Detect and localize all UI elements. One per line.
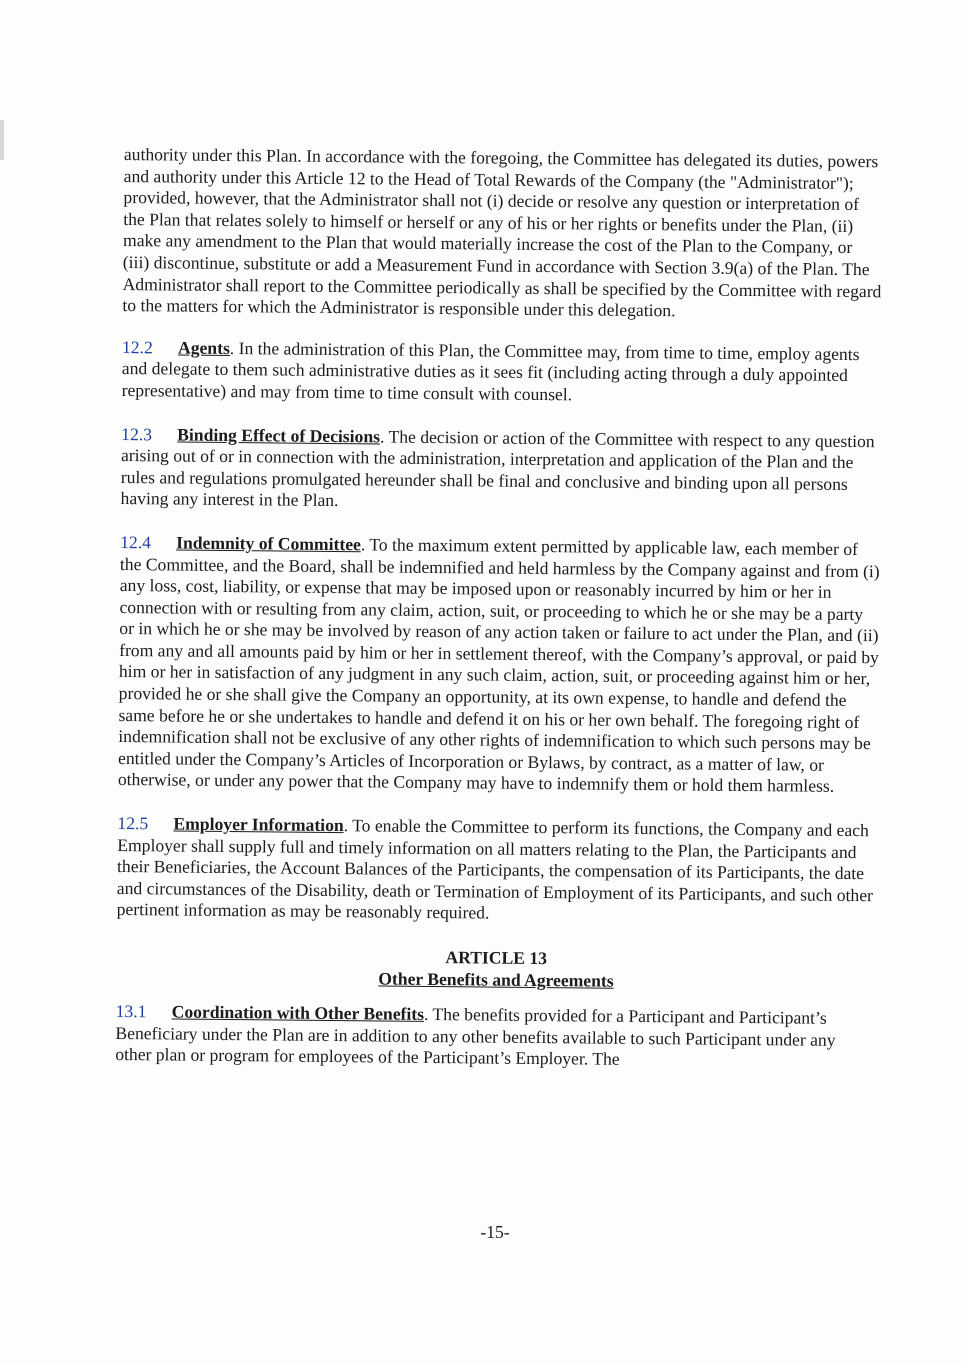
page-number: -15- bbox=[480, 1222, 510, 1242]
scan-edge-mark bbox=[0, 120, 4, 160]
article-subheading: Other Benefits and Agreements bbox=[378, 968, 614, 991]
section-13-1 bbox=[115, 1001, 876, 1073]
section-title: Binding Effect of Decisions bbox=[177, 424, 381, 447]
section-12-4 bbox=[118, 532, 880, 798]
section-number: 12.2 bbox=[121, 336, 153, 358]
section-number: 12.4 bbox=[120, 531, 152, 553]
section-title: Indemnity of Committee bbox=[176, 532, 361, 555]
section-12-2 bbox=[122, 337, 883, 409]
section-number: 13.1 bbox=[115, 1000, 147, 1022]
document-body bbox=[115, 144, 884, 1095]
section-text: . To the maximum extent permitted by applicable law, each member of the Committee, and the Board, shall be indemnified and held harmless by the Company against and from (i) any loss, cost, liability, or expense that may be imposed upon or reasonably incurred by him or her in connection with or resulting from any claim, action, suit, or proceeding to which he or she may be a party or in which he or she may be involved by reason of any action taken or failure to act under the Plan, and (ii) from any and all amounts paid by him or her in settlement thereof, with the Company’s approval, or paid by him or her in satisfaction of any judgment in any such claim, action, suit, or proceeding against him or her, provided he or she shall give the Company an opportunity, at its own expense, to handle and defend the same before he or she undertakes to handle and defend it on his or her own behalf. The foregoing right of indemnification shall not be exclusive of any other rights of indemnification to which such persons may be entitled under the Company’s Articles of Incorporation or Bylaws, by contract, as a matter of law, or otherwise, or under any power that the Company may have to indemnify them or hold them harmless. bbox=[117, 534, 880, 797]
section-title: Coordination with Other Benefits bbox=[171, 1001, 425, 1024]
section-text: . The decision or action of the Committee with respect to any question arising out of or in connection with the administration, interpretation and application of the Plan and the rules and regulations promulgated hereunder shall be final and conclusive and binding upon all persons having any interest in the Plan. bbox=[120, 426, 875, 511]
section-number: 12.5 bbox=[117, 813, 149, 834]
section-12-5 bbox=[117, 813, 878, 928]
intro-paragraph: authority under this Plan. In accordance with the foregoing, the Committee has delegated its duties, powers and authority under this Article 12 to the Head of Total Rewards of the Company (the "Administrator"); provided, however, that the Administrator shall not (i) decide or resolve any question or interpretation of the Plan that relates solely to himself or herself or any of his or her rights or benefits under the Plan, (ii) make any amendment to the Plan that would materially increase the cost of the Plan to the Company, or (iii) discontinue, substitute or add a Measurement Fund in accordance with Section 3.9(a) of the Plan. The Administrator shall report to the Committee periodically as shall be specified by the Committee with regard to the matters for which the Administrator is responsible under this delegation. bbox=[122, 144, 882, 321]
section-text: . The benefits provided for a Participant and Participant’s Beneficiary under the Plan are in addition to any other benefits available to such Participant under any other plan or program for employees of the Participant’s Employer. The bbox=[115, 1003, 836, 1069]
section-12-3 bbox=[120, 424, 881, 518]
section-number: 12.3 bbox=[121, 423, 153, 444]
section-text: . In the administration of this Plan, the Committee may, from time to time, employ agents and delegate to them such administrative duties as it sees fit (including acting through a duly appointed representative) and may from time to time consult with counsel. bbox=[121, 337, 860, 405]
section-title: Agents bbox=[177, 337, 230, 358]
article-heading: ARTICLE 13 bbox=[445, 947, 548, 969]
section-title: Employer Information bbox=[173, 813, 344, 836]
article-heading-block bbox=[116, 943, 876, 994]
section-text: . To enable the Committee to perform its functions, the Company and each Employer shall supply full and timely information on all matters relating to the Plan, the Participants and their Beneficiaries, the Account Balances of the Participants, the compensation of its Participants, the date and circumstances of the Disability, death or Termination of Employment of its Participants, and such other pertinent information as may be reasonably required. bbox=[116, 815, 874, 923]
